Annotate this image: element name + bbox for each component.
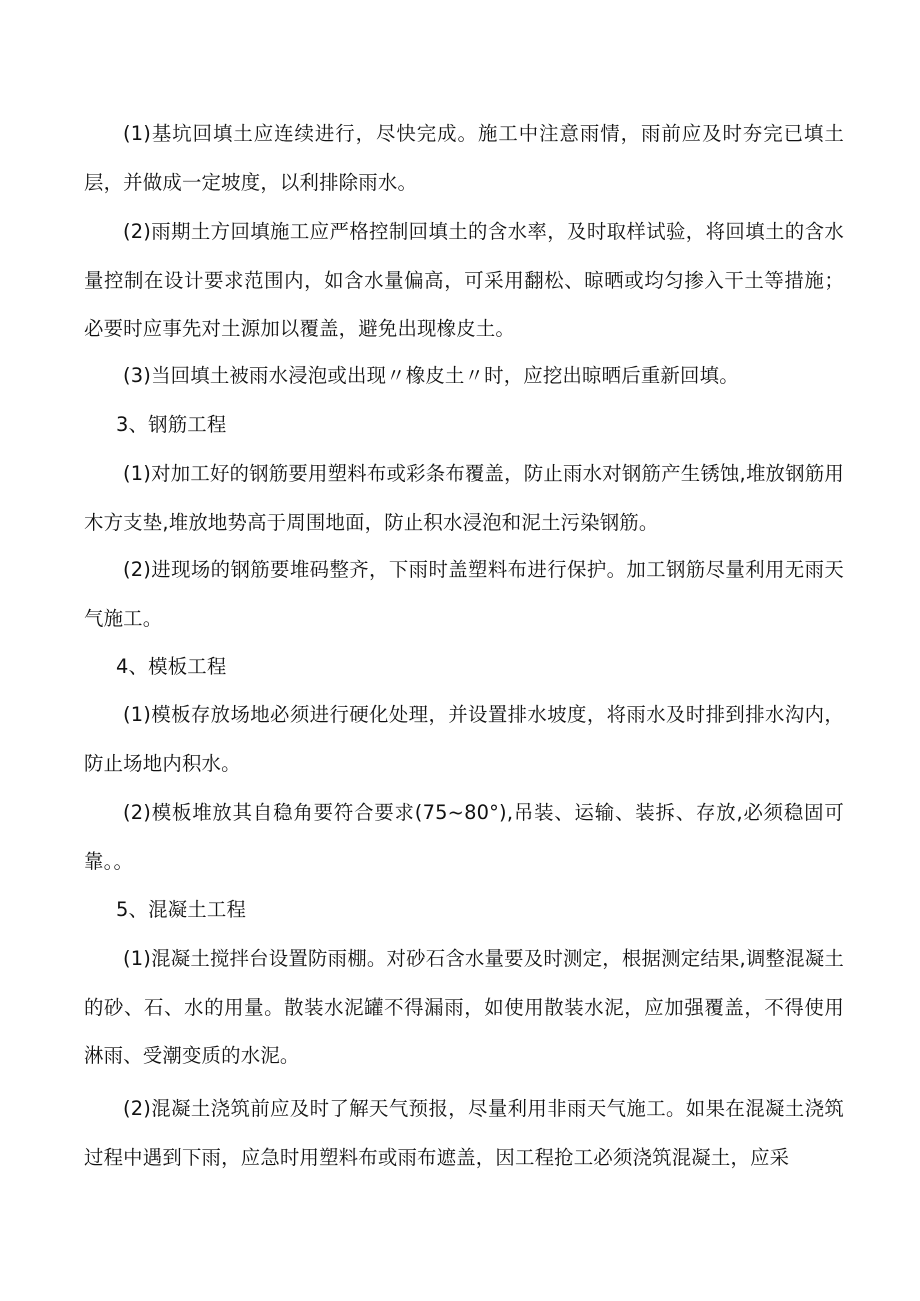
paragraph-rebar-cover: (1)对加工好的钢筋要用塑料布或彩条布覆盖，防止雨水对钢筋产生锈蚀,堆放钢筋用木方支垫,堆放地势高于周围地面，防止积水浸泡和泥土污染钢筋。 [84,462,844,534]
section-heading-formwork: 4、模板工程 [116,655,227,678]
paragraph-backfill-moisture: (2)雨期土方回填施工应严格控制回填土的含水率，及时取样试验，将回填土的含水量控制在设计要求范围内，如含水量偏高，可采用翻松、晾晒或均匀掺入干土等措施；必要时应事先对土源加以覆盖，避免出现橡皮土。 [84,220,844,340]
section-heading-concrete: 5、混凝土工程 [116,898,247,921]
paragraph-concrete-pouring: (2)混凝土浇筑前应及时了解天气预报，尽量利用非雨天气施工。如果在混凝土浇筑过程中遇到下雨，应急时用塑料布或雨布遮盖，因工程抢工必须浇筑混凝土，应采 [84,1097,844,1169]
paragraph-backfill-continuous: (1)基坑回填土应连续进行，尽快完成。施工中注意雨情，雨前应及时夯完已填土层，并做成一定坡度，以利排除雨水。 [84,122,844,194]
paragraph-backfill-soaked: (3)当回填土被雨水浸泡或出现〃橡皮土〃时，应挖出晾晒后重新回填。 [123,364,739,387]
paragraph-formwork-angle: (2)模板堆放其自稳角要符合要求(75~80°),吊装、运输、装拆、存放,必须稳固可靠。。 [84,801,844,873]
paragraph-formwork-site: (1)模板存放场地必须进行硬化处理，并设置排水坡度，将雨水及时排到排水沟内，防止场地内积水。 [84,703,844,775]
section-heading-rebar: 3、钢筋工程 [116,413,227,436]
paragraph-rebar-stacking: (2)进现场的钢筋要堆码整齐，下雨时盖塑料布进行保护。加工钢筋尽量利用无雨天气施工。 [84,558,844,630]
paragraph-concrete-mixing: (1)混凝土搅拌台设置防雨棚。对砂石含水量要及时测定，根据测定结果,调整混凝土的砂、石、水的用量。散装水泥罐不得漏雨，如使用散装水泥，应加强覆盖，不得使用淋雨、受潮变质的水泥。 [84,947,844,1067]
